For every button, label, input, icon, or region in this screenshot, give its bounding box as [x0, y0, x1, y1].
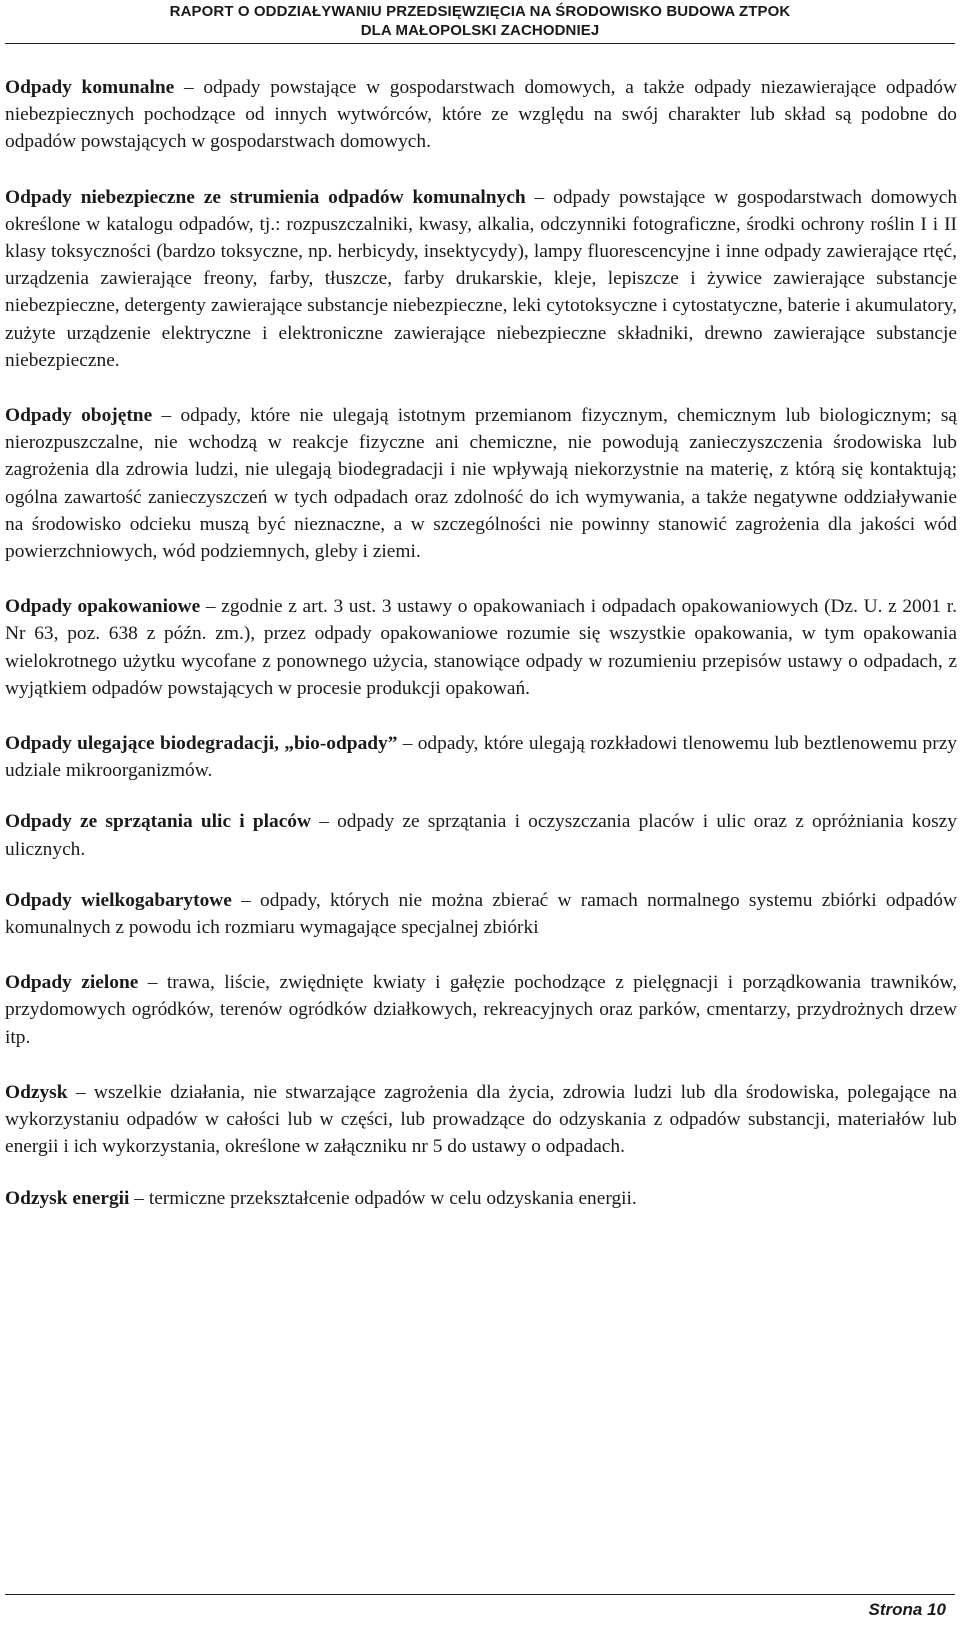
definition-paragraph: [5, 1185, 957, 1212]
definition-paragraph: [5, 969, 957, 1051]
definition-term: Odpady opakowaniowe: [5, 596, 201, 618]
header-title-line2: DLA MAŁOPOLSKI ZACHODNIEJ: [360, 22, 600, 39]
definition-term: Odpady obojętne: [5, 405, 153, 427]
definition-term: Odpady komunalne: [5, 77, 175, 98]
definition-text: – zgodnie z art. 3 ust. 3 ustawy o opakowaniach i odpadach opakowaniowych (Dz. U. z 2001 r. Nr 63, poz. 638 z późn. zm.), przez odpady opakowaniowe rozumie się wszystkie opakowania, w tym opakowania wielokrotnego użytku wycofane z ponownego użycia, stanowiące odpady w rozumieniu przepisów ustawy o odpadach, z wyjątkiem odpadów powstających w procesie produkcji opakowań.: [5, 596, 957, 699]
definition-term: Odpady zielone: [5, 972, 139, 994]
definition-paragraph: [5, 402, 957, 565]
definition-text: – odpady ze sprzątania i oczyszczania placów i ulic oraz z opróżniania koszy ulicznych.: [5, 811, 957, 860]
definition-term: Odpady wielkogabarytowe: [5, 889, 232, 911]
definition-term: Odpady ulegające biodegradacji, „bio-odpady”: [5, 733, 398, 755]
definition-text: – termiczne przekształcenie odpadów w celu odzyskania energii.: [129, 1187, 637, 1209]
page-number: Strona 10: [868, 1600, 946, 1619]
definition-paragraph: [5, 74, 957, 156]
header-title-line1: RAPORT O ODDZIAŁYWANIU PRZEDSIĘWZIĘCIA NA ŚRODOWISKO BUDOWA ZTPOK: [169, 3, 791, 20]
definition-text: – odpady powstające w gospodarstwach domowych określone w katalogu odpadów, tj.: rozpuszczalniki, kwasy, alkalia, odczynniki fotograficzne, środki ochrony roślin I i II klasy toksyczności (bardzo toksyczne, np. herbicydy, insektycydy), lampy fluorescencyjne i inne odpady zawierające rtęć, urządzenia zawierające freony, farby, tłuszcze, farby drukarskie, kleje, lepiszcze i żywice zawierające substancje niebezpieczne, detergenty zawierające substancje niebezpieczne, leki cytotoksyczne i cytostatyczne, baterie i akumulatory, zużyte urządzenie elektryczne i elektroniczne zawierające niebezpieczne składniki, drewno zawierające substancje niebezpieczne.: [5, 186, 958, 371]
report-header: [0, 0, 960, 40]
definition-text: – wszelkie działania, nie stwarzające zagrożenia dla życia, zdrowia ludzi lub dla środowiska, polegające na wykorzystaniu odpadów w całości lub w części, lub prowadzące do odzyskania z odpadów substancji, materiałów lub energii i ich wykorzystania, określone w załączniku nr 5 do ustawy o odpadach.: [5, 1081, 957, 1158]
definition-term: Odpady ze sprzątania ulic i placów: [5, 811, 311, 833]
definition-paragraph: [5, 1079, 957, 1161]
definition-term: Odzysk: [5, 1081, 68, 1103]
definition-term: Odpady niebezpieczne ze strumienia odpadów komunalnych: [5, 186, 526, 208]
document-body: [5, 74, 957, 1212]
definition-paragraph: [5, 887, 957, 941]
footer-divider: [5, 1594, 955, 1595]
definition-paragraph: [5, 184, 957, 374]
definition-text: – odpady, których nie można zbierać w ramach normalnego systemu zbiórki odpadów komunalnych z powodu ich rozmiaru wymagające specjalnej zbiórki: [5, 889, 957, 939]
definition-term: Odzysk energii: [5, 1187, 130, 1209]
header-divider: [5, 43, 955, 44]
definition-text: – odpady, które ulegają rozkładowi tlenowemu lub beztlenowemu przy udziale mikroorganizmów.: [5, 733, 957, 782]
definition-paragraph: [5, 808, 957, 862]
definition-paragraph: [5, 593, 957, 702]
definition-paragraph: [5, 730, 957, 784]
definition-text: – odpady, które nie ulegają istotnym przemianom fizycznym, chemicznym lub biologicznym; są nierozpuszczalne, nie wchodzą w reakcje fizyczne ani chemiczne, nie powodują zanieczyszczenia środowiska lub zagrożenia dla zdrowia ludzi, nie ulegają biodegradacji i nie wpływają niekorzystnie na materię, z którą się kontaktują; ogólna zawartość zanieczyszczeń w tych odpadach oraz zdolność do ich wymywania, a także negatywne oddziaływanie na środowisko odcieku muszą być nieznaczne, a w szczególności nie powinny stanowić zagrożenia dla jakości wód powierzchniowych, wód podziemnych, gleby i ziemi.: [5, 405, 957, 563]
definition-text: – odpady powstające w gospodarstwach domowych, a także odpady niezawierające odpadów niebezpiecznych pochodzące od innych wytwórców, które ze względu na swój charakter lub skład są podobne do odpadów powstających w gospodarstwach domowych.: [5, 77, 957, 153]
definition-text: – trawa, liście, zwiędnięte kwiaty i gałęzie pochodzące z pielęgnacji i porządkowania trawników, przydomowych ogródków, terenów ogródków działkowych, rekreacyjnych oraz parków, cmentarzy, przydrożnych drzew itp.: [5, 972, 957, 1048]
